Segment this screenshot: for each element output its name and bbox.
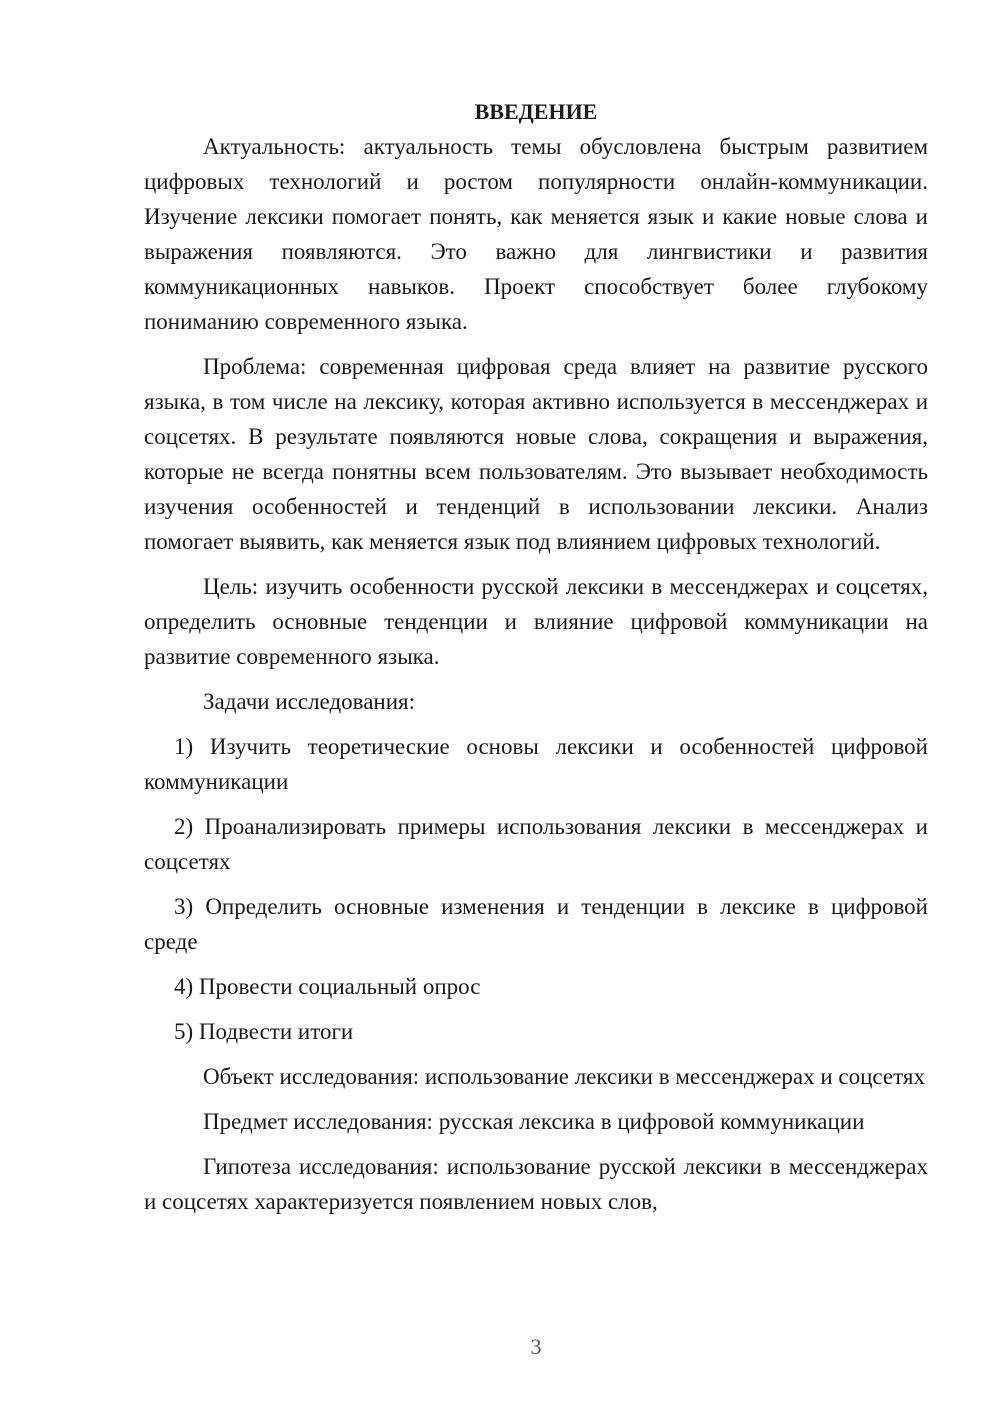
paragraph-object: Объект исследования: использование лексики в мессенджерах и соцсетях [203,1064,925,1089]
tasks-heading: Задачи исследования: [203,689,416,714]
paragraph-hypothesis: Гипотеза исследования: использование русской лексики в мессенджерах и соцсетях характеризуется появлением новых слов, [144,1154,928,1214]
page-title: ВВЕДЕНИЕ [474,99,598,124]
paragraph-subject: Предмет исследования: русская лексика в цифровой коммуникации [203,1109,865,1134]
paragraph-goal: Цель: изучить особенности русской лексики в мессенджерах и соцсетях, определить основные тенденции и влияние цифровой коммуникации на развитие современного языка. [144,574,928,669]
task-item-2: 2) Проанализировать примеры использования лексики в мессенджерах и соцсетях [144,814,928,874]
page-number: 3 [530,1334,542,1359]
page-content [144,94,928,1229]
task-item-4: 4) Провести социальный опрос [174,974,481,999]
task-item-1: 1) Изучить теоретические основы лексики и особенностей цифровой коммуникации [144,734,928,794]
paragraph-problem: Проблема: современная цифровая среда влияет на развитие русского языка, в том числе на лексику, которая активно используется в мессенджерах и соцсетях. В результате появляются новые слова, сокращения и выражения, которые не всегда понятны всем пользователям. Это вызывает необходимость изучения особенностей и тенденций в использовании лексики. Анализ помогает выявить, как меняется язык под влиянием цифровых технологий. [144,354,928,554]
task-item-5: 5) Подвести итоги [174,1019,354,1044]
task-item-3: 3) Определить основные изменения и тенденции в лексике в цифровой среде [144,894,928,954]
paragraph-relevance: Актуальность: актуальность темы обусловлена быстрым развитием цифровых технологий и ростом популярности онлайн-коммуникации. Изучение лексики помогает понять, как меняется язык и какие новые слова и выражения появляются. Это важно для лингвистики и развития коммуникационных навыков. Проект способствует более глубокому пониманию современного языка. [144,134,928,334]
